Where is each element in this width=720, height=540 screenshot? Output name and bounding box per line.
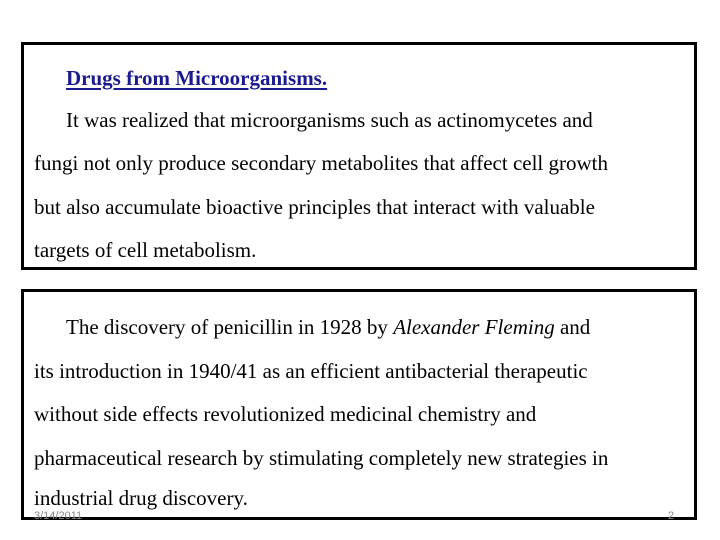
paragraph-line: pharmaceutical research by stimulating completely new strategies in (34, 446, 609, 470)
section-heading: Drugs from Microorganisms. (66, 66, 328, 90)
paragraph-line: industrial drug discovery. (34, 486, 248, 510)
slide-date: 3/14/2011 (34, 510, 83, 522)
text-fragment: The discovery of penicillin in 1928 by (66, 315, 394, 339)
text-box-penicillin-discovery (21, 289, 697, 520)
text-fragment: and (554, 315, 591, 339)
paragraph-line: without side effects revolutionized medicinal chemistry and (34, 402, 537, 426)
paragraph-line (66, 314, 684, 340)
scientist-name: Alexander Fleming (393, 315, 555, 339)
paragraph-line: It was realized that microorganisms such as actinomycetes and (66, 108, 593, 132)
paragraph-line: but also accumulate bioactive principles that interact with valuable (34, 195, 595, 219)
paragraph-line: fungi not only produce secondary metabolites that affect cell growth (34, 151, 609, 175)
paragraph-line: targets of cell metabolism. (34, 238, 257, 262)
text-box-drugs-from-microorganisms (21, 42, 697, 270)
paragraph-line: its introduction in 1940/41 as an efficient antibacterial therapeutic (34, 359, 588, 383)
slide-number: 2 (668, 510, 675, 522)
